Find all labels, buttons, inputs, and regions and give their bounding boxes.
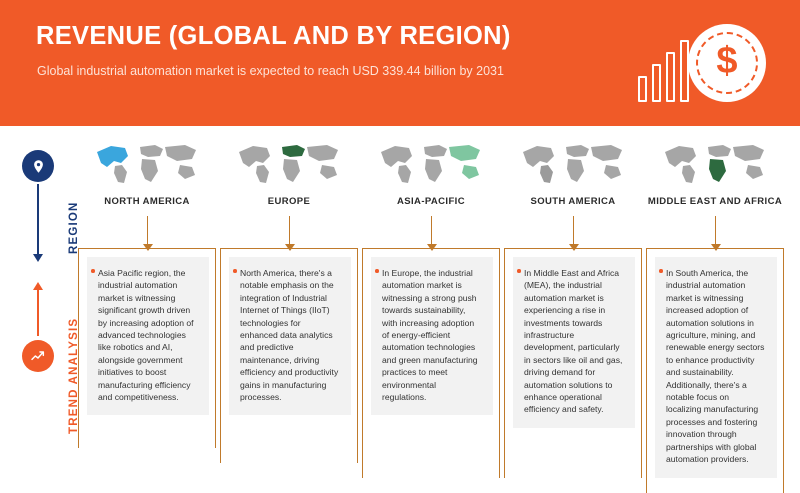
- region-column-europe: [220, 138, 358, 403]
- trend-text: North America, there's a notable emphasis on the integration of Industrial Internet of Things (IIoT) technologies for enhanced data analytics and predictive maintenance, driving efficiency and productivity gains in manufacturing processes.: [240, 268, 339, 403]
- trend-card: [87, 257, 209, 415]
- rail-region-arrow: [37, 184, 39, 254]
- trend-card: [229, 257, 351, 415]
- rail-trend-arrow: [37, 290, 39, 336]
- rail-region: [22, 150, 80, 260]
- bullet-icon: [659, 269, 663, 273]
- connector-arrow: [431, 216, 432, 244]
- connector-arrow: [715, 216, 716, 244]
- world-map-europe-icon: [220, 138, 358, 190]
- region-column-south-america: [504, 138, 642, 415]
- trend-text: In South America, the industrial automation market is witnessing increased adoption of automation solutions in agriculture, mining, and renewable energy sectors to enhance productivity and sustainability. Additionally, there's a notable focus on localizing manufacturing processes and fostering innovation through partnerships with global automation providers.: [666, 268, 765, 465]
- trend-card: [371, 257, 493, 415]
- bullet-icon: [233, 269, 237, 273]
- trend-card: [655, 257, 777, 478]
- region-label: EUROPE: [267, 196, 311, 207]
- header-banner: [0, 0, 800, 126]
- connector-arrow: [289, 216, 290, 244]
- region-column-middle-east-and-africa: [646, 138, 784, 465]
- world-map-north-america-icon: [78, 138, 216, 190]
- bullet-icon: [517, 269, 521, 273]
- location-pin-icon: [22, 150, 54, 182]
- region-columns: [68, 138, 784, 478]
- trend-card: [513, 257, 635, 428]
- bullet-icon: [91, 269, 95, 273]
- page-title: REVENUE (GLOBAL AND BY REGION): [36, 22, 511, 50]
- connector-arrow: [147, 216, 148, 244]
- region-label: NORTH AMERICA: [104, 196, 190, 207]
- world-map-middle-east-africa-icon: [646, 138, 784, 190]
- region-label: SOUTH AMERICA: [530, 196, 616, 207]
- trend-text: Asia Pacific region, the industrial automation market is witnessing significant growth driven by increasing adoption of advanced technologies like robotics and AI, alongside government initiatives to boost manufacturing efficiency and competitiveness.: [98, 268, 194, 403]
- trend-text: In Europe, the industrial automation market is witnessing a strong push towards sustainability, with increasing adoption of energy-efficient automation technologies and green manufacturing practices to meet environmental regulations.: [382, 268, 478, 403]
- page-subtitle: Global industrial automation market is expected to reach USD 339.44 billion by 2031: [37, 64, 504, 78]
- dollar-symbol: $: [696, 32, 758, 94]
- region-column-north-america: [78, 138, 216, 403]
- rail-trend-label: TREND ANALYSIS: [68, 317, 80, 434]
- rail-region-label: REGION: [68, 201, 80, 254]
- trend-analysis-icon: [22, 340, 54, 372]
- region-label: ASIA-PACIFIC: [397, 196, 465, 207]
- rail-trend: [22, 290, 80, 440]
- trend-text: In Middle East and Africa (MEA), the industrial automation market is experiencing a rise in investments towards infrastructure development, particularly in sectors like oil and gas, driving demand for automation solutions to enhance operational efficiency and safety.: [524, 268, 623, 415]
- dollar-circle-icon: [688, 24, 766, 102]
- region-column-asia-pacific: [362, 138, 500, 403]
- region-label: MIDDLE EAST AND AFRICA: [647, 196, 783, 207]
- world-map-south-america-icon: [504, 138, 642, 190]
- header-icon-group: [636, 18, 766, 110]
- connector-arrow: [573, 216, 574, 244]
- bullet-icon: [375, 269, 379, 273]
- world-map-asia-pacific-icon: [362, 138, 500, 190]
